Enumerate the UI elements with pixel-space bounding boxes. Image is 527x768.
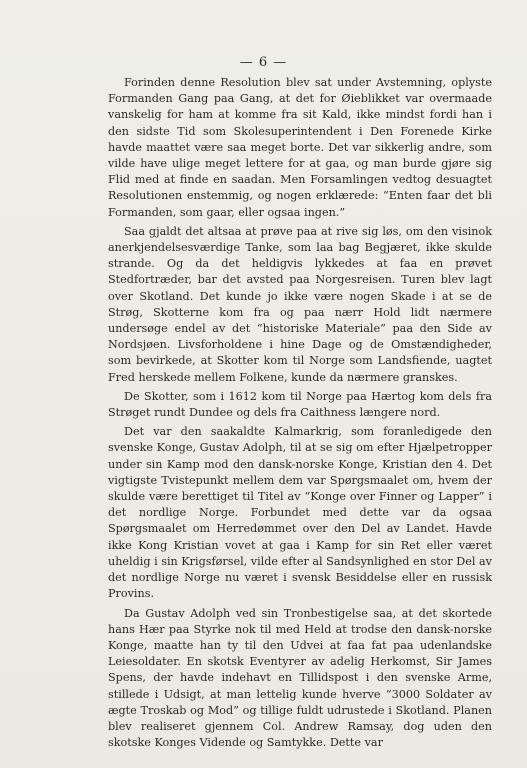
paragraph-4: Det var den saakaldte Kalmarkrig, som foranledigede den svenske Konge, Gustav Adolph, til at se sig om efter Hjælpetropper under sin Kamp mod den dansk-norske Konge, Kristian den 4. Det vigtigste Tvistepunkt mellem dem var Spørgsmaalet om, hvem der skulde være berettiget til Titel av “Konge over Finner og Lapper” i det nordlige Norge. Forbundet med dette var da ogsaa Spørgsmaalet om Herredømmet over den Del av Landet. Havde ikke Kong Kristian vovet at gaa i Kamp for sin Ret eller været uheldig i sin Krigsførsel, vilde efter al Sandsynlighed en stor Del av det nordlige Norge nu været i svensk Besiddelse eller en russisk Provins.: [108, 425, 492, 601]
page-number: — 6 —: [239, 55, 288, 70]
paragraph-1: Forinden denne Resolution blev sat under Avstemning, oplyste Formanden Gang paa Gang, at det for Øieblikket var overmaade vanskelig for ham at komme fra sit Kald, ikke mindst fordi han i den sidste Tid som Skolesuperintendent i Den Forenede Kirke havde maattet være saa meget borte. Det var sikkerlig andre, som vilde have ulige meget lettere for at gaa, og man burde gjøre sig Flid med at finde en saadan. Men Forsamlingen vedtog desuagtet Resolutionen enstemmig, og nogen erklærede: “Enten faar det bli Formanden, som gaar, eller ogsaa ingen.”: [108, 76, 492, 219]
paragraph-5: Da Gustav Adolph ved sin Tronbestigelse saa, at det skortede hans Hær paa Styrke nok til med Held at trodse den dansk-norske Konge, maatte han ty til den Udvei at faa fat paa udenlandske Leiesoldater. En skotsk Eventyrer av adelig Herkomst, Sir James Spens, der havde indehavt en Tillidspost i den svenske Arme, stillede i Udsigt, at man lettelig kunde hverve “3000 Soldater av ægte Troskab og Mod” og tillige fuldt udrustede i Skotland. Planen blev realiseret gjennem Col. Andrew Ramsay, dog uden den skotske Konges Vidende og Samtykke. Dette var: [108, 606, 492, 750]
paragraph-2: Saa gjaldt det altsaa at prøve paa at rive sig løs, om den visinok anerkjendelsesværdige Tanke, som laa bag Begjæret, ikke skulde strande. Og da det heldigvis lykkedes at faa en prøvet Stedfortræder, bar det avsted paa Norgesreisen. Turen blev lagt over Skotland. Det kunde jo ikke være nogen Skade i at se de Strøg, Skotterne kom fra og paa nærr Hold lidt nærmere undersøge endel av det “historiske Materiale” paa den Side av Nordsjøen. Livsforholdene i hine Dage og de Omstændigheder, som bevirkede, at Skotter kom til Norge som Landsfiende, uagtet Fred herskede mellem Folkene, kunde da nærmere granskes.: [108, 224, 492, 384]
paragraph-3: De Skotter, som i 1612 kom til Norge paa Hærtog kom dels fra Strøget rundt Dundee og dels fra Caithness længere nord.: [108, 389, 492, 420]
body-text: [108, 75, 492, 754]
